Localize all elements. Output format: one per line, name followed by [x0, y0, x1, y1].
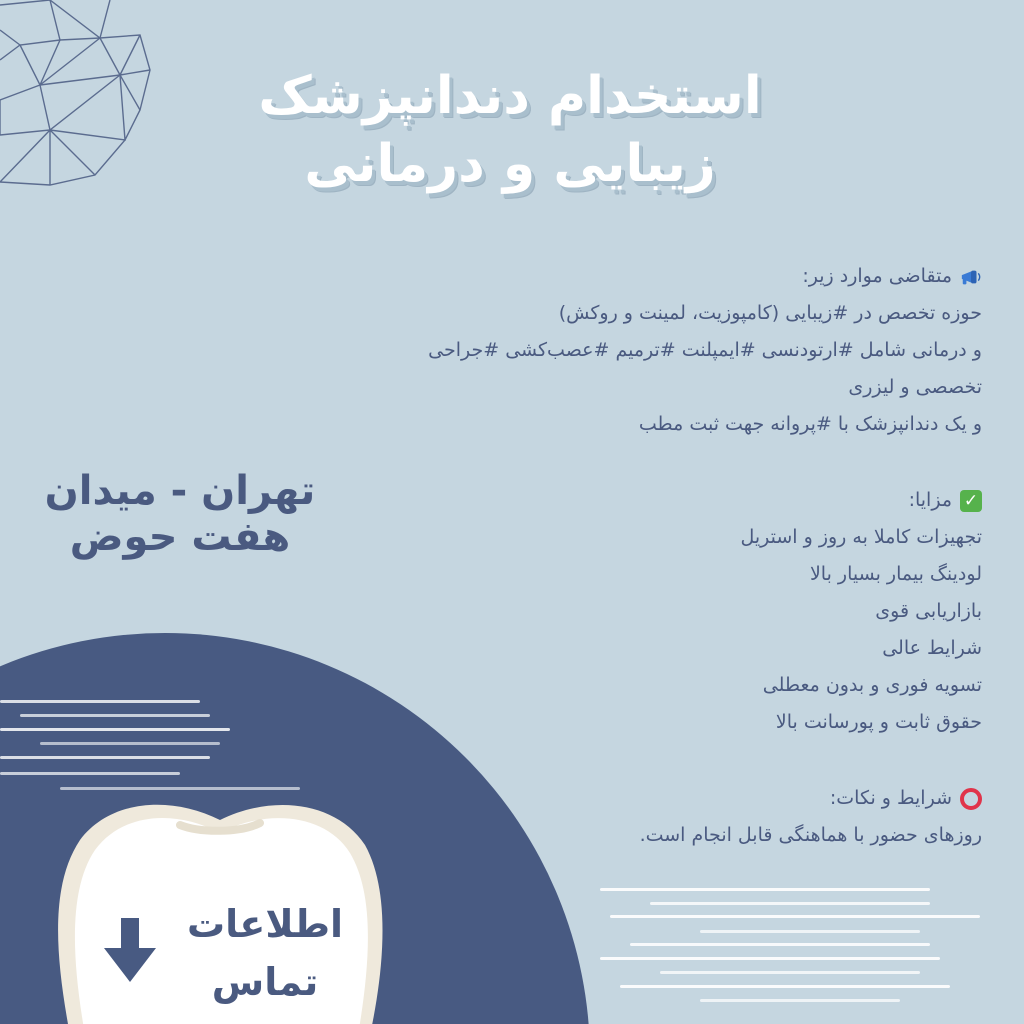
- advantages-line: شرایط عالی: [882, 637, 982, 659]
- contact-info-label[interactable]: [170, 895, 360, 1011]
- advantages-heading: مزایا:: [908, 489, 952, 511]
- conditions-line: روزهای حضور با هماهنگی قابل انجام است.: [639, 824, 982, 846]
- location-label: [30, 468, 330, 560]
- requirements-line: و یک دندانپزشک با #پروانه جهت ثبت مطب: [638, 413, 982, 435]
- megaphone-icon: [960, 266, 982, 288]
- requirements-line: و درمانی شامل #ارتودنسی #ایمپلنت #ترمیم #عصب‌کشی #جراحی: [428, 339, 982, 361]
- speed-line-decoration: [700, 930, 920, 933]
- location-line-1: تهران - میدان: [44, 468, 316, 514]
- contact-line-2: تماس: [211, 960, 319, 1004]
- speed-line-decoration: [600, 888, 930, 891]
- requirements-section: [322, 258, 982, 443]
- speed-line-decoration: [0, 728, 230, 731]
- speed-line-decoration: [600, 957, 940, 960]
- speed-line-decoration: [650, 902, 930, 905]
- advantages-line: تسویه فوری و بدون معطلی: [762, 674, 982, 696]
- contact-line-1: اطلاعات: [186, 902, 344, 946]
- title-line-1: استخدام دندانپزشک: [258, 66, 762, 126]
- arrow-down-icon: [104, 918, 156, 982]
- title-line-2: زیبایی و درمانی: [304, 134, 716, 194]
- speed-line-decoration: [0, 772, 180, 775]
- advantages-line: لودینگ بیمار بسیار بالا: [809, 563, 982, 585]
- speed-line-decoration: [0, 756, 210, 759]
- requirements-line: حوزه تخصص در #زیبایی (کامپوزیت، لمینت و روکش): [558, 302, 982, 324]
- advantages-line: تجهیزات کاملا به روز و استریل: [740, 526, 982, 548]
- requirements-heading: متقاضی موارد زیر:: [802, 265, 952, 287]
- speed-line-decoration: [660, 971, 920, 974]
- page-title: [180, 62, 840, 198]
- speed-line-decoration: [40, 742, 220, 745]
- advantages-line: حقوق ثابت و پورسانت بالا: [775, 711, 982, 733]
- speed-line-decoration: [610, 915, 980, 918]
- speed-line-decoration: [700, 999, 900, 1002]
- speed-line-decoration: [20, 714, 210, 717]
- speed-line-decoration: [620, 985, 950, 988]
- advantages-line: بازاریابی قوی: [875, 600, 982, 622]
- check-icon: ✓: [960, 490, 982, 512]
- geodesic-sphere-decoration: [0, 0, 160, 200]
- speed-line-decoration: [60, 787, 300, 790]
- requirements-line: تخصصی و لیزری: [848, 376, 982, 398]
- conditions-heading: شرایط و نکات:: [829, 787, 952, 809]
- speed-line-decoration: [630, 943, 930, 946]
- location-line-2: هفت حوض: [69, 514, 291, 560]
- circle-icon: [960, 788, 982, 810]
- advantages-section: [322, 482, 982, 741]
- speed-line-decoration: [0, 700, 200, 703]
